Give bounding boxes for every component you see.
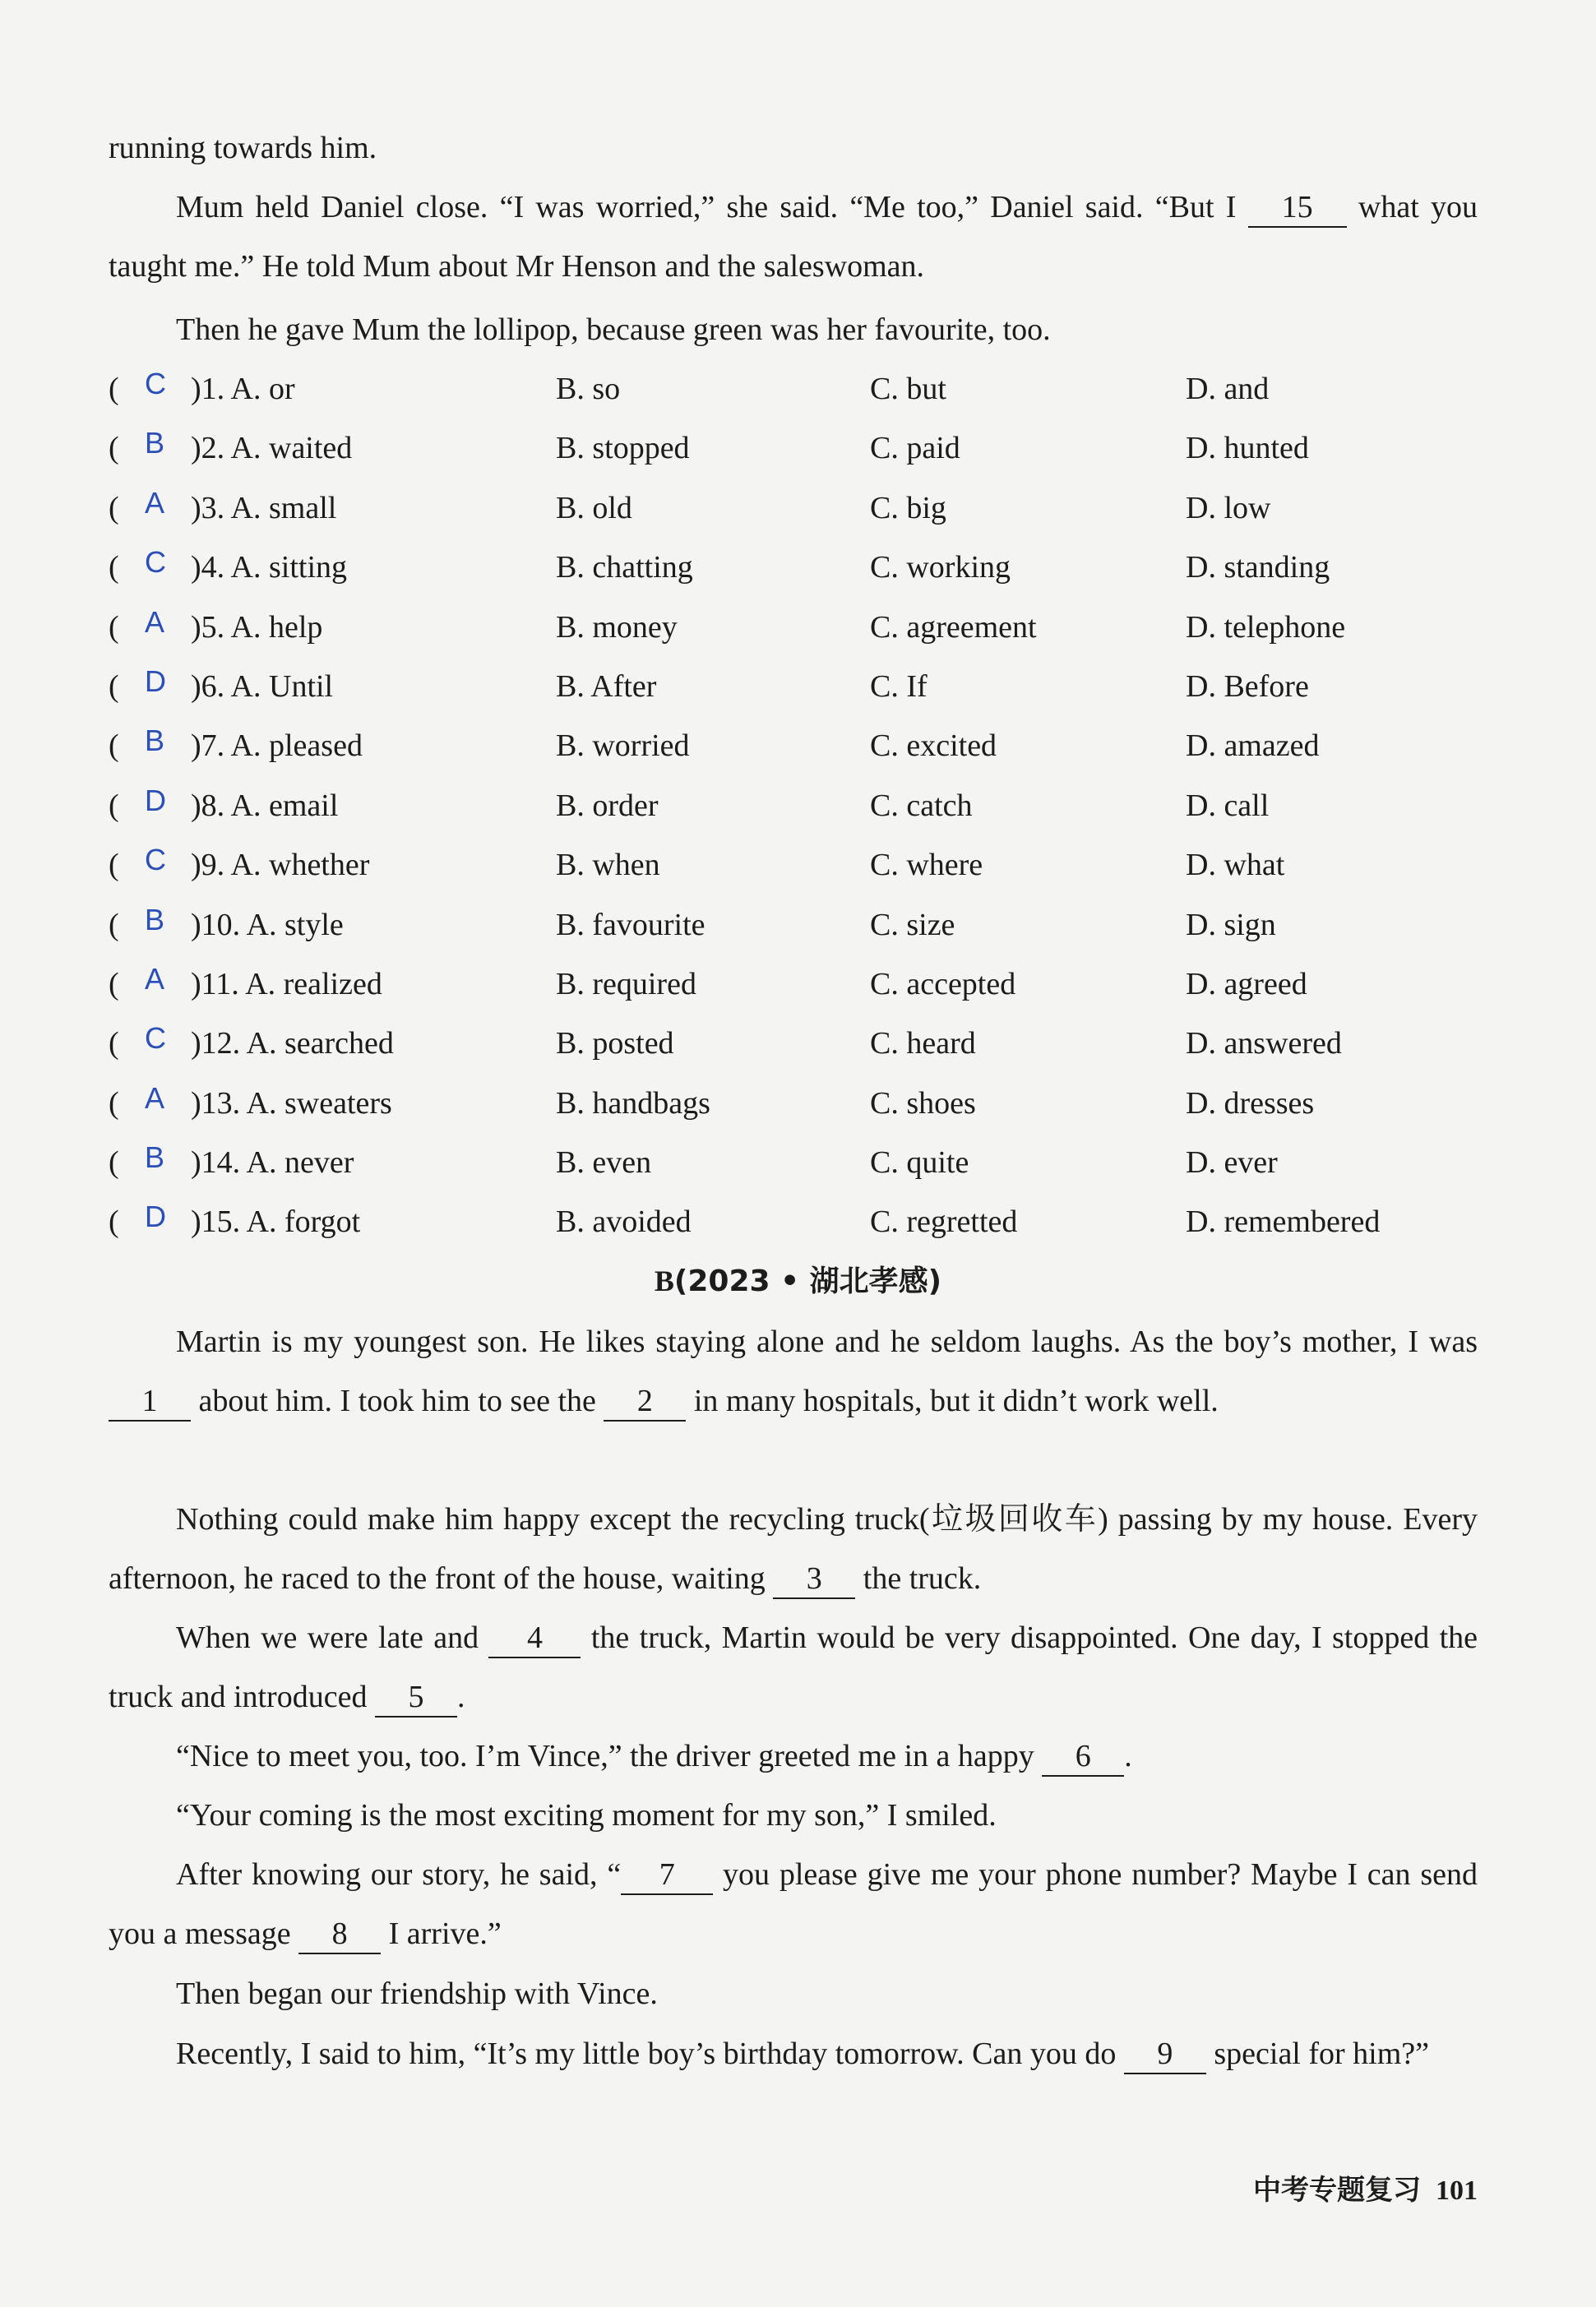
- page-footer: [1253, 2167, 1478, 2208]
- option-a: )10. A. style: [191, 907, 344, 942]
- passage-b-text: Nothing could make him happy except the recycling truck(垃圾回收车) passing by my house. Every afternoon, he raced to the front of the house, waiting: [109, 1502, 1478, 1596]
- option-d: D. amazed: [1186, 728, 1320, 764]
- option-d: D. Before: [1186, 668, 1309, 704]
- question-row: [109, 716, 1506, 775]
- option-c: C. If: [870, 668, 928, 704]
- option-b: B. required: [556, 966, 696, 1001]
- option-b: B. stopped: [556, 431, 690, 466]
- option-d: D. hunted: [1186, 431, 1309, 466]
- paren-open: (: [109, 1085, 119, 1121]
- passage-b-text: I arrive.”: [388, 1916, 502, 1951]
- question-row: [109, 479, 1506, 538]
- passage-b-text: you please give me your phone number? Maybe I can send you a message: [109, 1857, 1478, 1951]
- option-c: C. heard: [870, 1026, 976, 1061]
- option-c: C. big: [870, 490, 946, 525]
- answer-letter: B: [145, 426, 165, 460]
- passage-b-paragraph-7: [109, 1964, 1478, 2023]
- option-b: B. chatting: [556, 550, 693, 585]
- question-row: [109, 835, 1506, 895]
- paren-open: (: [109, 1204, 119, 1240]
- option-c: C. paid: [870, 431, 960, 466]
- option-a: )12. A. searched: [191, 1026, 394, 1061]
- option-b: B. old: [556, 490, 632, 525]
- paren-open: (: [109, 490, 119, 525]
- question-row: [109, 598, 1506, 657]
- option-c: C. where: [870, 848, 983, 883]
- question-list: [109, 359, 1506, 1252]
- answer-letter: B: [145, 1140, 165, 1175]
- option-c: C. agreement: [870, 609, 1037, 645]
- paren-open: (: [109, 668, 119, 704]
- question-row: [109, 538, 1506, 597]
- option-a: )8. A. email: [191, 788, 339, 823]
- blank-8: 8: [298, 1915, 381, 1954]
- option-a: )15. A. forgot: [191, 1204, 361, 1240]
- paren-open: (: [109, 550, 119, 585]
- answer-letter: C: [145, 843, 166, 877]
- option-d: D. telephone: [1186, 609, 1346, 645]
- passage-b-paragraph-5: [109, 1786, 1478, 1845]
- section-b-title: [0, 1256, 1596, 1306]
- passage-b-text: Recently, I said to him, “It’s my little boy’s birthday tomorrow. Can you do: [176, 2037, 1117, 2071]
- answer-letter: D: [145, 663, 166, 698]
- section-source: (2023 • 湖北孝感): [673, 1264, 942, 1298]
- option-d: D. standing: [1186, 550, 1330, 585]
- option-d: D. ever: [1186, 1145, 1278, 1181]
- blank-9: 9: [1124, 2035, 1206, 2074]
- paren-open: (: [109, 907, 119, 942]
- paren-open: (: [109, 609, 119, 645]
- option-c: C. working: [870, 550, 1011, 585]
- question-row: [109, 776, 1506, 835]
- option-a: )6. A. Until: [191, 668, 334, 704]
- passage-a-text: Mum held Daniel close. “I was worried,” she said. “Me too,” Daniel said. “But I: [176, 190, 1237, 224]
- option-b: B. even: [556, 1145, 652, 1181]
- blank-1: 1: [109, 1382, 191, 1422]
- answer-letter: B: [145, 902, 165, 936]
- passage-b-text: about him. I took him to see the: [198, 1384, 596, 1418]
- paren-open: (: [109, 848, 119, 883]
- question-row: [109, 1133, 1506, 1192]
- option-b: B. when: [556, 848, 660, 883]
- passage-b-paragraph-8: [109, 2024, 1478, 2083]
- blank-4: 4: [488, 1619, 581, 1658]
- blank-6: 6: [1042, 1737, 1124, 1777]
- passage-b-text: special for him?”: [1214, 2037, 1430, 2071]
- option-a: )4. A. sitting: [191, 550, 348, 585]
- option-a: )7. A. pleased: [191, 728, 363, 764]
- blank-2: 2: [604, 1382, 686, 1422]
- option-b: B. After: [556, 668, 657, 704]
- option-d: D. low: [1186, 490, 1271, 525]
- option-d: D. agreed: [1186, 966, 1307, 1001]
- option-c: C. shoes: [870, 1085, 976, 1121]
- passage-a-paragraph-2: [109, 178, 1478, 296]
- paren-open: (: [109, 372, 119, 406]
- passage-b-paragraph-6: [109, 1845, 1478, 1963]
- passage-b-text: .: [456, 1680, 465, 1714]
- passage-a-text: what you taught me.” He told Mum about Mr Henson and the saleswoman.: [109, 190, 1478, 284]
- option-c: C. excited: [870, 728, 997, 764]
- option-a: )11. A. realized: [191, 966, 382, 1001]
- question-row: [109, 359, 1506, 418]
- option-d: D. answered: [1186, 1026, 1342, 1061]
- passage-b-text: the truck.: [863, 1561, 982, 1596]
- passage-b-text: Martin is my youngest son. He likes staying alone and he seldom laughs. As the boy’s mother, I was: [176, 1325, 1478, 1359]
- passage-a-paragraph-1: [109, 118, 1478, 178]
- option-b: B. handbags: [556, 1085, 710, 1121]
- option-c: C. regretted: [870, 1204, 1018, 1240]
- passage-b-text: .: [1124, 1739, 1132, 1773]
- option-d: D. dresses: [1186, 1085, 1315, 1121]
- option-c: C. accepted: [870, 966, 1016, 1001]
- answer-letter: D: [145, 783, 166, 817]
- option-c: C. catch: [870, 788, 973, 823]
- passage-b-text: “Nice to meet you, too. I’m Vince,” the driver greeted me in a happy: [176, 1739, 1034, 1773]
- option-c: C. size: [870, 907, 955, 942]
- answer-letter: C: [145, 367, 166, 400]
- blank-15: 15: [1248, 188, 1347, 228]
- question-row: [109, 418, 1506, 478]
- option-a: )14. A. never: [191, 1145, 354, 1181]
- option-d: D. remembered: [1186, 1204, 1381, 1240]
- answer-letter: C: [145, 1021, 166, 1056]
- passage-b-text: When we were late and: [176, 1620, 479, 1655]
- blank-3: 3: [773, 1560, 855, 1599]
- blank-7: 7: [621, 1856, 713, 1895]
- option-b: B. worried: [556, 728, 690, 764]
- section-letter: B: [654, 1264, 674, 1297]
- passage-a-text: running towards him.: [109, 131, 377, 165]
- answer-letter: D: [145, 1200, 166, 1234]
- option-c: C. but: [870, 372, 946, 406]
- option-d: D. call: [1186, 788, 1270, 823]
- page-number: 101: [1436, 2175, 1478, 2206]
- paren-open: (: [109, 966, 119, 1001]
- question-row: [109, 1074, 1506, 1133]
- option-b: B. posted: [556, 1026, 674, 1061]
- passage-b-text: Then began our friendship with Vince.: [176, 1976, 658, 2011]
- blank-5: 5: [375, 1678, 457, 1718]
- option-d: D. and: [1186, 372, 1270, 406]
- passage-b-paragraph-3: [109, 1608, 1478, 1727]
- answer-letter: C: [145, 545, 166, 580]
- passage-a-paragraph-3: [109, 300, 1478, 359]
- passage-b-paragraph-4: [109, 1727, 1478, 1786]
- option-a: )9. A. whether: [191, 848, 370, 883]
- answer-letter: B: [145, 724, 165, 758]
- paren-open: (: [109, 728, 119, 764]
- question-row: [109, 1192, 1506, 1251]
- passage-b-paragraph-2: [109, 1490, 1478, 1608]
- question-row: [109, 955, 1506, 1014]
- option-b: B. money: [556, 609, 678, 645]
- question-row: [109, 657, 1506, 716]
- paren-open: (: [109, 1026, 119, 1061]
- option-d: D. sign: [1186, 907, 1276, 942]
- option-a: )5. A. help: [191, 609, 323, 645]
- option-a: )2. A. waited: [191, 431, 353, 466]
- passage-a-text: Then he gave Mum the lollipop, because green was her favourite, too.: [176, 312, 1051, 347]
- option-b: B. avoided: [556, 1204, 692, 1240]
- passage-b-paragraph-1: [109, 1312, 1478, 1431]
- option-d: D. what: [1186, 848, 1285, 883]
- passage-b-text: “Your coming is the most exciting moment for my son,” I smiled.: [176, 1798, 997, 1833]
- option-c: C. quite: [870, 1145, 969, 1181]
- question-row: [109, 1014, 1506, 1073]
- option-b: B. so: [556, 372, 621, 406]
- option-a: )13. A. sweaters: [191, 1085, 392, 1121]
- answer-letter: A: [145, 604, 165, 639]
- paren-open: (: [109, 1145, 119, 1181]
- passage-b-text: in many hospitals, but it didn’t work well.: [693, 1384, 1219, 1418]
- answer-letter: A: [145, 961, 165, 996]
- paren-open: (: [109, 788, 119, 823]
- answer-letter: A: [145, 1080, 165, 1115]
- answer-letter: A: [145, 485, 165, 520]
- passage-b-text: After knowing our story, he said, “: [176, 1857, 622, 1892]
- option-b: B. favourite: [556, 907, 705, 942]
- option-a: )3. A. small: [191, 490, 337, 525]
- paren-open: (: [109, 431, 119, 466]
- passage-b-text: the truck, Martin would be very disappointed. One day, I stopped the truck and introduced: [109, 1620, 1478, 1714]
- question-row: [109, 895, 1506, 955]
- footer-label: 中考专题复习: [1253, 2174, 1421, 2207]
- option-b: B. order: [556, 788, 659, 823]
- option-a: )1. A. or: [191, 372, 295, 406]
